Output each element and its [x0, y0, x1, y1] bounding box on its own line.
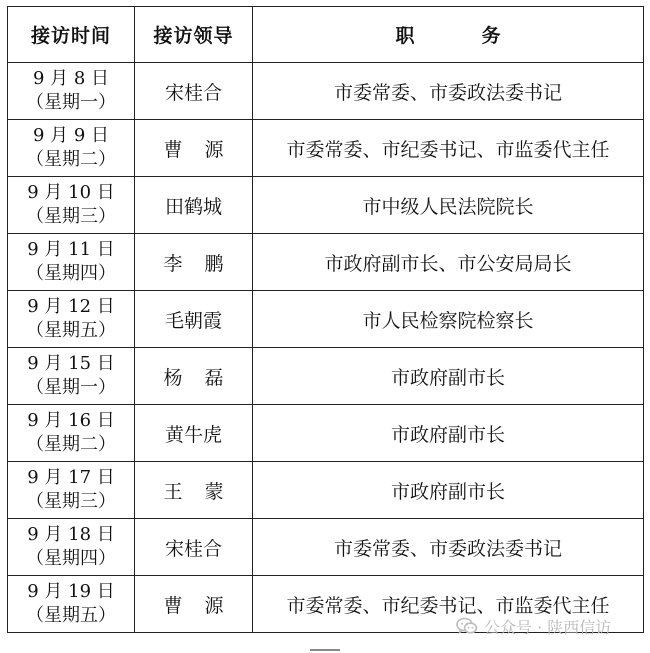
- date-cell: [8, 120, 135, 177]
- date-cell: [8, 234, 135, 291]
- date-text: 9 月 19 日: [27, 581, 115, 602]
- table-row: [8, 291, 644, 348]
- leader-cell: 黄牛虎: [135, 405, 253, 462]
- leader-cell: 王蒙: [135, 462, 253, 519]
- watermark-text: 公众号 · 陕西信访: [484, 617, 612, 637]
- weekday-text: （星期四）: [26, 548, 116, 569]
- leader-cell: 曹源: [135, 120, 253, 177]
- date-cell: [8, 348, 135, 405]
- table-row: [8, 120, 644, 177]
- duty-cell: 市委常委、市委政法委书记: [253, 519, 644, 576]
- date-text: 9 月 16 日: [27, 410, 115, 431]
- leader-cell: 宋桂合: [135, 519, 253, 576]
- table-row: [8, 405, 644, 462]
- leader-cell: 田鹤城: [135, 177, 253, 234]
- date-cell: [8, 405, 135, 462]
- duty-cell: 市政府副市长、市公安局局长: [253, 234, 644, 291]
- date-text: 9 月 12 日: [27, 296, 115, 317]
- weekday-text: （星期三）: [26, 491, 116, 512]
- header-leader: 接访领导: [135, 7, 253, 63]
- weekday-text: （星期二）: [26, 434, 116, 455]
- date-text: 9 月 17 日: [27, 467, 115, 488]
- header-date: 接访时间: [8, 7, 135, 63]
- date-cell: [8, 462, 135, 519]
- header-duty: 职 务: [253, 7, 644, 63]
- date-text: 9 月 9 日: [32, 125, 110, 146]
- duty-cell: 市中级人民法院院长: [253, 177, 644, 234]
- weekday-text: （星期四）: [26, 263, 116, 284]
- duty-cell: 市委常委、市委政法委书记: [253, 63, 644, 120]
- date-cell: [8, 63, 135, 120]
- table-header-row: [8, 7, 644, 63]
- weekday-text: （星期三）: [26, 206, 116, 227]
- leader-cell: 杨磊: [135, 348, 253, 405]
- date-cell: [8, 177, 135, 234]
- table-row: [8, 234, 644, 291]
- duty-cell: 市政府副市长: [253, 462, 644, 519]
- date-cell: [8, 576, 135, 633]
- duty-cell: 市政府副市长: [253, 405, 644, 462]
- reception-schedule-table: [7, 6, 644, 633]
- duty-cell: 市人民检察院检察长: [253, 291, 644, 348]
- leader-cell: 李鹏: [135, 234, 253, 291]
- date-text: 9 月 10 日: [27, 182, 115, 203]
- weekday-text: （星期一）: [26, 92, 116, 113]
- wechat-icon: [456, 617, 478, 635]
- page-divider: [310, 649, 340, 651]
- duty-cell: 市委常委、市纪委书记、市监委代主任: [253, 120, 644, 177]
- leader-cell: 毛朝霞: [135, 291, 253, 348]
- table-row: [8, 63, 644, 120]
- leader-cell: 曹源: [135, 576, 253, 633]
- date-text: 9 月 18 日: [27, 524, 115, 545]
- watermark: [456, 613, 611, 639]
- date-cell: [8, 291, 135, 348]
- duty-cell: 市政府副市长: [253, 348, 644, 405]
- table-row: [8, 348, 644, 405]
- duty-cell: 市委常委、市纪委书记、市监委代主任: [253, 576, 644, 633]
- table-row: [8, 519, 644, 576]
- table-row: [8, 462, 644, 519]
- leader-cell: 宋桂合: [135, 63, 253, 120]
- weekday-text: （星期一）: [26, 377, 116, 398]
- date-text: 9 月 15 日: [27, 353, 115, 374]
- weekday-text: （星期五）: [26, 605, 116, 626]
- date-text: 9 月 8 日: [32, 68, 110, 89]
- date-text: 9 月 11 日: [27, 239, 115, 260]
- date-cell: [8, 519, 135, 576]
- weekday-text: （星期二）: [26, 149, 116, 170]
- weekday-text: （星期五）: [26, 320, 116, 341]
- table-row: [8, 177, 644, 234]
